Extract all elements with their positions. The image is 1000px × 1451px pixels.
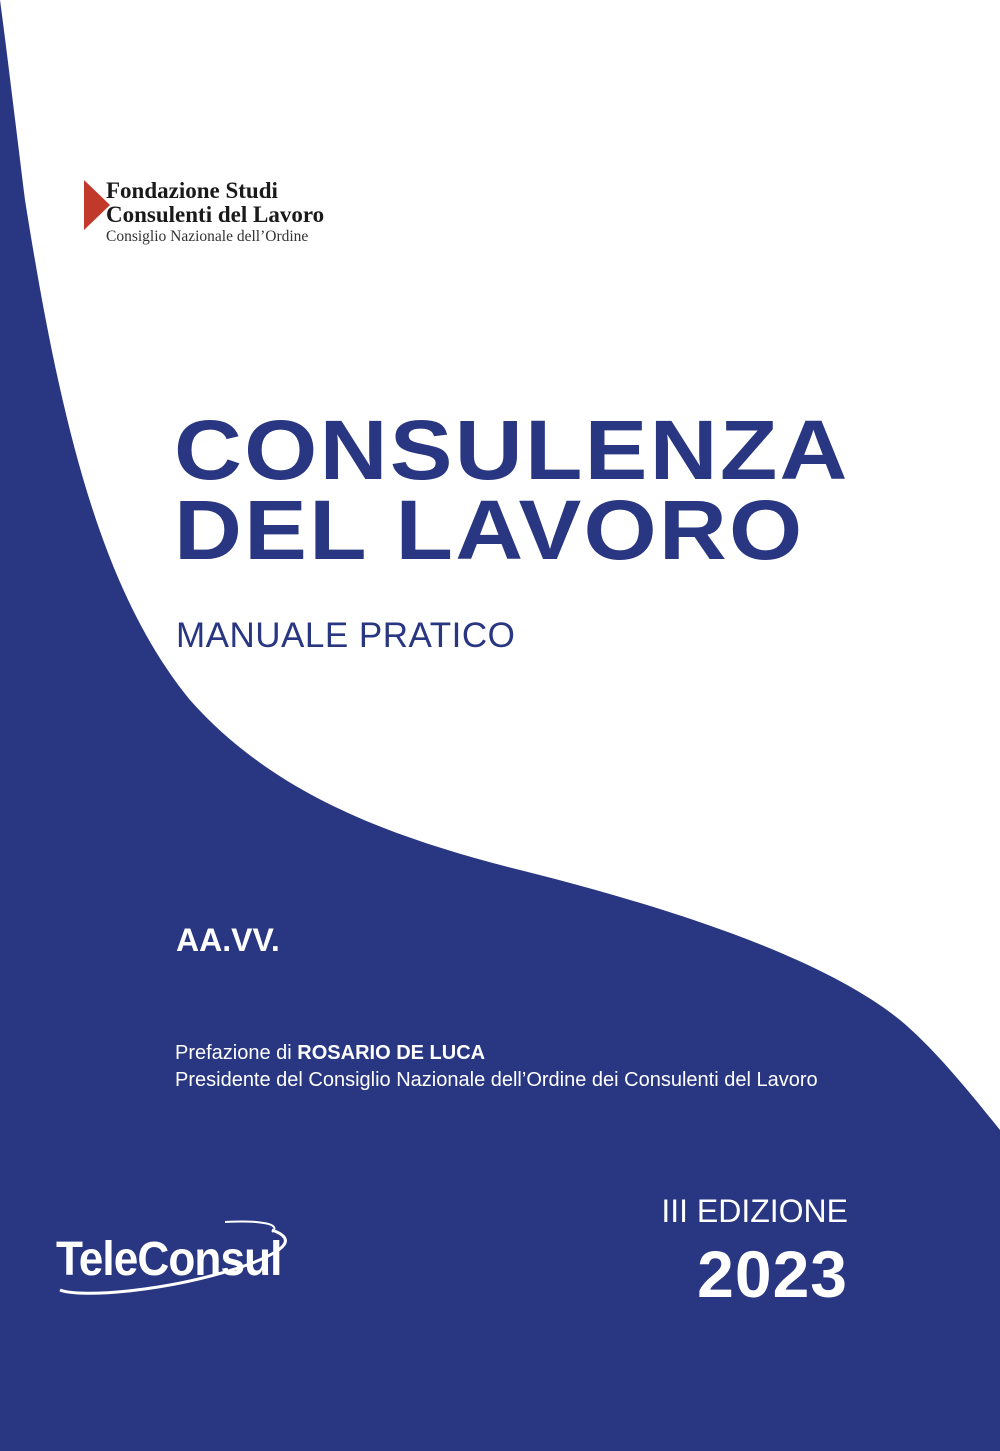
book-title-line-1: CONSULENZA: [174, 403, 850, 497]
publisher-name: TeleConsul: [56, 1233, 282, 1286]
logo-line-3: Consiglio Nazionale dell’Ordine: [106, 228, 309, 245]
preface-prefix: Prefazione di: [175, 1042, 298, 1064]
logo-line-1: Fondazione Studi: [106, 178, 278, 203]
book-title: [174, 403, 850, 577]
preface-author: ROSARIO DE LUCA: [297, 1042, 486, 1064]
preface-author-role: Presidente del Consiglio Nazionale dell’Ordine dei Consulenti del Lavoro: [175, 1069, 818, 1091]
authors: AA.VV.: [176, 922, 280, 958]
publisher-logo: [50, 1218, 310, 1308]
edition-label: III EDIZIONE: [661, 1193, 848, 1229]
preface: [175, 1040, 818, 1094]
book-title-line-2: DEL LAVORO: [174, 483, 805, 577]
edition-year: 2023: [697, 1237, 848, 1311]
book-subtitle: MANUALE PRATICO: [176, 616, 516, 655]
preface-line-1: [175, 1040, 818, 1067]
logo-line-2: Consulenti del Lavoro: [106, 202, 325, 227]
foundation-logo: [84, 178, 374, 250]
